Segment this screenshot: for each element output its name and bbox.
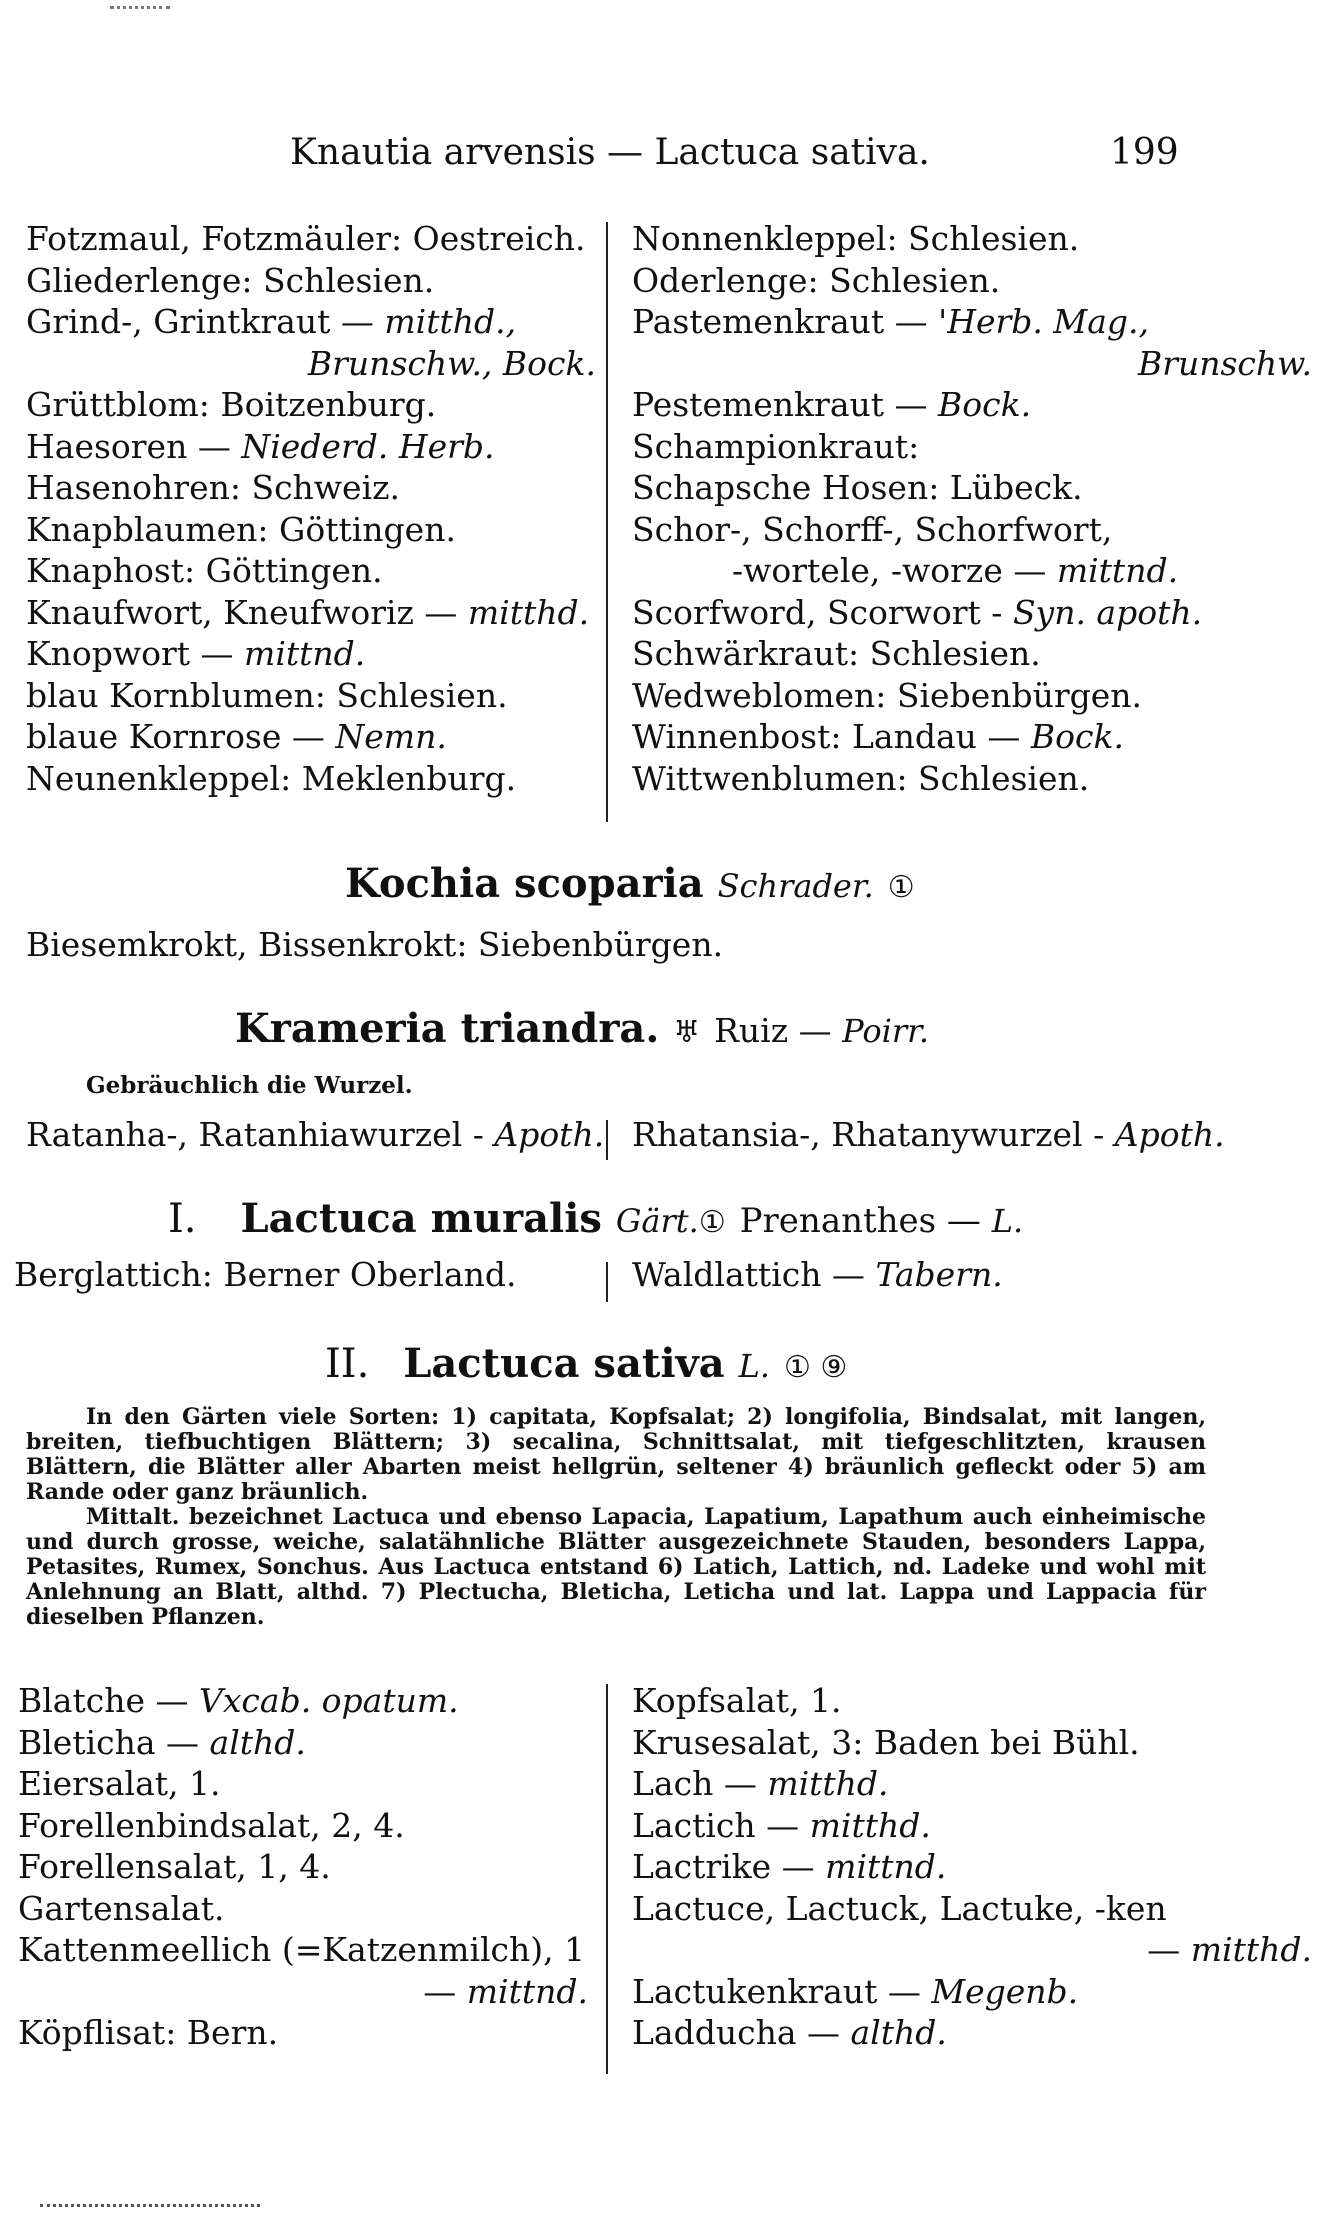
krameria-author: Ruiz — <box>714 1011 843 1050</box>
krameria-left-text: Ratanha-, Ratanhiawurzel - <box>26 1115 495 1154</box>
entry-text: Hasenohren: Schweiz. <box>26 468 401 507</box>
krameria-left-entry <box>26 1115 604 1154</box>
list-item <box>18 1763 588 1805</box>
synonym-author: L. <box>991 1202 1024 1240</box>
entry-source: Brunschw., Bock. <box>307 343 596 383</box>
entry-text: Lactuce, Lactuck, Lactuke, -ken <box>632 1888 1167 1928</box>
synonym: Prenanthes — <box>739 1201 992 1241</box>
entry-source: Syn. apoth. <box>1012 592 1203 632</box>
knautia-right-column <box>632 218 1312 799</box>
list-item <box>632 426 1312 468</box>
kochia-author: Schrader. <box>717 867 874 905</box>
entry-text: Knaufwort, Kneufworiz — <box>26 592 468 632</box>
lactuca-sativa-left-column <box>18 1680 588 2054</box>
list-item <box>18 1680 588 1722</box>
lactuca-sativa-right-column <box>632 1680 1312 2054</box>
kochia-heading <box>345 860 915 907</box>
entry-source: althd. <box>850 2013 947 2052</box>
entry-text: -wortele, -worze — <box>732 551 1057 590</box>
list-item <box>632 1805 1312 1847</box>
entry-text: Schwärkraut: Schlesien. <box>632 634 1041 673</box>
krameria-note: Gebräuchlich die Wurzel. <box>86 1072 413 1099</box>
list-item <box>632 384 1312 426</box>
entry-text: Oderlenge: Schlesien. <box>632 260 1001 300</box>
list-item <box>26 343 596 385</box>
knautia-left-column <box>26 218 596 799</box>
entry-source: mitthd., <box>384 302 517 341</box>
lactuca-sativa-author: L. <box>738 1347 771 1385</box>
list-item <box>26 675 596 717</box>
krameria-right-source: Apoth. <box>1114 1115 1225 1154</box>
list-item <box>632 218 1312 260</box>
list-item <box>632 1846 1312 1888</box>
list-item <box>632 716 1312 758</box>
entry-source: Vxcab. opatum. <box>198 1681 459 1720</box>
entry-text: Knopwort — <box>26 634 245 673</box>
entry-source: mitthd. <box>1190 1930 1312 1969</box>
krameria-right-entry <box>632 1115 1225 1154</box>
column-divider <box>606 1120 608 1160</box>
list-item <box>18 2012 588 2054</box>
entry-text: Schampionkraut: <box>632 426 920 466</box>
entry-text: Grind-, Grintkraut — <box>26 302 385 341</box>
entry-source: mitthd. <box>809 1805 931 1845</box>
entry-source: mittnd. <box>825 1847 947 1886</box>
column-divider <box>606 222 608 822</box>
entry-text: Pastemenkraut — <box>632 302 939 341</box>
list-item <box>18 1971 588 2013</box>
entry-source: 'Herb. Mag., <box>938 302 1149 341</box>
list-item <box>26 509 596 551</box>
list-item <box>632 592 1312 634</box>
lactuca-sativa-heading <box>325 1340 847 1387</box>
duration-symbols: ① ⑨ <box>784 1350 848 1385</box>
column-divider <box>606 1684 608 2074</box>
krameria-right-text: Rhatansia-, Rhatanywurzel - <box>632 1115 1115 1154</box>
section-number: I. <box>168 1196 197 1242</box>
list-item <box>26 592 596 634</box>
list-item <box>632 550 1312 592</box>
entry-text: Lactrike — <box>632 1847 826 1886</box>
entry-source: Niederd. Herb. <box>241 426 495 466</box>
entry-text: Winnenbost: Landau — <box>632 717 1031 756</box>
list-item <box>18 1929 588 1971</box>
krameria-name: Krameria triandra. <box>235 1005 660 1052</box>
list-item <box>632 633 1312 675</box>
list-item <box>18 1722 588 1764</box>
entry-text: Neunenkleppel: Meklenburg. <box>26 758 517 798</box>
krameria-left-source: Apoth. <box>494 1115 605 1154</box>
entry-text: Knapblaumen: Göttingen. <box>26 509 456 549</box>
entry-text: blaue Kornrose — <box>26 717 336 756</box>
entry-text: Krusesalat, 3: Baden bei Bühl. <box>632 1722 1140 1762</box>
entry-source: mitthd. <box>467 592 590 632</box>
entry-source: Nemn. <box>335 717 447 756</box>
list-item <box>632 467 1312 509</box>
list-item <box>632 1763 1312 1805</box>
entry-text: Fotzmaul, Fotzmäuler: Oestreich. <box>26 219 586 258</box>
shrub-symbol: ♅ <box>673 1015 701 1050</box>
entry-text: Bleticha — <box>18 1722 210 1762</box>
entry-text: Kopfsalat, 1. <box>632 1681 842 1720</box>
list-item <box>632 260 1312 302</box>
entry-source: mitthd. <box>767 1764 889 1803</box>
list-item <box>26 426 596 468</box>
lactuca-sativa-name: Lactuca sativa <box>403 1340 725 1387</box>
entry-text: Lach — <box>632 1764 768 1803</box>
entry-source: mittnd. <box>1056 551 1179 590</box>
lactuca-muralis-left-entry: Berglattich: Berner Oberland. <box>14 1255 517 1294</box>
list-item <box>26 633 596 675</box>
kochia-name: Kochia scoparia <box>345 860 704 907</box>
entry-text: — <box>1147 1930 1191 1969</box>
lactuca-muralis-heading <box>168 1195 1023 1242</box>
list-item <box>18 1888 588 1930</box>
column-divider <box>606 1262 608 1302</box>
lactuca-muralis-name: Lactuca muralis <box>240 1195 602 1242</box>
list-item <box>632 301 1312 343</box>
entry-text: Eiersalat, 1. <box>18 1764 221 1803</box>
entry-text: Knaphost: Göttingen. <box>26 551 383 590</box>
entry-source: Megenb. <box>931 1971 1079 2011</box>
list-item <box>632 758 1312 800</box>
krameria-author-italic: Poirr. <box>842 1012 930 1050</box>
lactuca-muralis-right-source: Tabern. <box>875 1255 1003 1294</box>
list-item <box>26 716 596 758</box>
entry-text: Wedweblomen: Siebenbürgen. <box>632 675 1143 715</box>
list-item <box>632 2012 1312 2054</box>
list-item <box>26 260 596 302</box>
running-head: Knautia arvensis — Lactuca sativa. <box>290 132 930 173</box>
print-speck-decoration <box>40 2198 260 2207</box>
list-item <box>632 675 1312 717</box>
list-item <box>632 343 1312 385</box>
kochia-entry: Biesemkrokt, Bissenkrokt: Siebenbürgen. <box>26 925 724 964</box>
entry-source: mittnd. <box>244 634 366 673</box>
entry-source: Bock. <box>1030 717 1124 756</box>
entry-text: Nonnenkleppel: Schlesien. <box>632 219 1080 258</box>
entry-text: Köpflisat: Bern. <box>18 2013 279 2052</box>
entry-text: Lactich — <box>632 1805 810 1845</box>
entry-text: Lactukenkraut — <box>632 1971 932 2011</box>
list-item <box>26 384 596 426</box>
print-speck-decoration <box>110 0 170 9</box>
entry-text: — <box>423 1971 467 2011</box>
entry-text: blau Kornblumen: Schlesien. <box>26 675 508 715</box>
entry-text: Forellensalat, 1, 4. <box>18 1847 331 1886</box>
entry-text: Schapsche Hosen: Lübeck. <box>632 468 1083 507</box>
list-item <box>632 1888 1312 1930</box>
krameria-heading <box>235 1005 929 1052</box>
entry-source: Bock. <box>938 385 1032 424</box>
list-item <box>18 1805 588 1847</box>
lactuca-muralis-right-entry <box>632 1255 1003 1294</box>
annual-symbol: ① <box>698 1205 726 1240</box>
lactuca-sativa-description <box>26 1405 1206 1630</box>
list-item <box>26 550 596 592</box>
list-item <box>26 758 596 800</box>
list-item <box>632 1680 1312 1722</box>
list-item <box>26 301 596 343</box>
page-number: 199 <box>1110 132 1179 173</box>
annual-symbol: ① <box>887 870 915 905</box>
entry-text: Forellenbindsalat, 2, 4. <box>18 1805 405 1845</box>
entry-text: Schor-, Schorff-, Schorfwort, <box>632 509 1113 549</box>
list-item <box>632 509 1312 551</box>
entry-text: Gartensalat. <box>18 1888 225 1928</box>
entry-source: Brunschw. <box>1137 343 1312 383</box>
entry-text: Gliederlenge: Schlesien. <box>26 260 435 300</box>
entry-text: Grüttblom: Boitzenburg. <box>26 385 437 424</box>
entry-text: Pestemenkraut — <box>632 385 938 424</box>
lactuca-muralis-right-text: Waldlattich — <box>632 1255 876 1294</box>
entry-text: Blatche — <box>18 1681 199 1720</box>
entry-text: Haesoren — <box>26 426 242 466</box>
entry-source: mittnd. <box>466 1971 588 2011</box>
list-item <box>18 1846 588 1888</box>
description-paragraph-1: In den Gärten viele Sorten: 1) capitata, Kopfsalat; 2) longifolia, Bindsalat, mit langen, breiten, tiefbuchtigen Blättern; 3) secalina, Schnittsalat, mit tiefgeschlitzten, krausen Blättern, die Blätter aller Abarten meist hellgrün, seltener 4) bräunlich gefleckt oder 5) am Rande oder ganz bräunlich. <box>26 1404 1206 1505</box>
lactuca-muralis-author: Gärt. <box>615 1202 699 1240</box>
entry-text: Wittwenblumen: Schlesien. <box>632 758 1090 798</box>
list-item <box>632 1971 1312 2013</box>
entry-source: althd. <box>209 1722 306 1762</box>
list-item <box>632 1929 1312 1971</box>
entry-text: Kattenmeellich (=Katzenmilch), 1 <box>18 1930 586 1969</box>
entry-text: Ladducha — <box>632 2013 851 2052</box>
list-item <box>632 1722 1312 1764</box>
list-item <box>26 467 596 509</box>
entry-text: Scorfword, Scorwort - <box>632 592 1013 632</box>
section-number: II. <box>325 1341 370 1387</box>
list-item <box>26 218 596 260</box>
description-paragraph-2: Mittalt. bezeichnet Lactuca und ebenso Lapacia, Lapatium, Lapathum auch einheimische und durch grosse, weiche, salatähnliche Blätter ausgezeichnete Stauden, besonders Lappa, Petasites, Rumex, Sonchus. Aus Lactuca entstand 6) Latich, Lattich, nd. Ladeke und wohl mit Anlehnung an Blatt, althd. 7) Plectucha, Bleticha, Leticha und lat. Lappa und Lappacia für dieselben Pflanzen. <box>26 1504 1206 1630</box>
